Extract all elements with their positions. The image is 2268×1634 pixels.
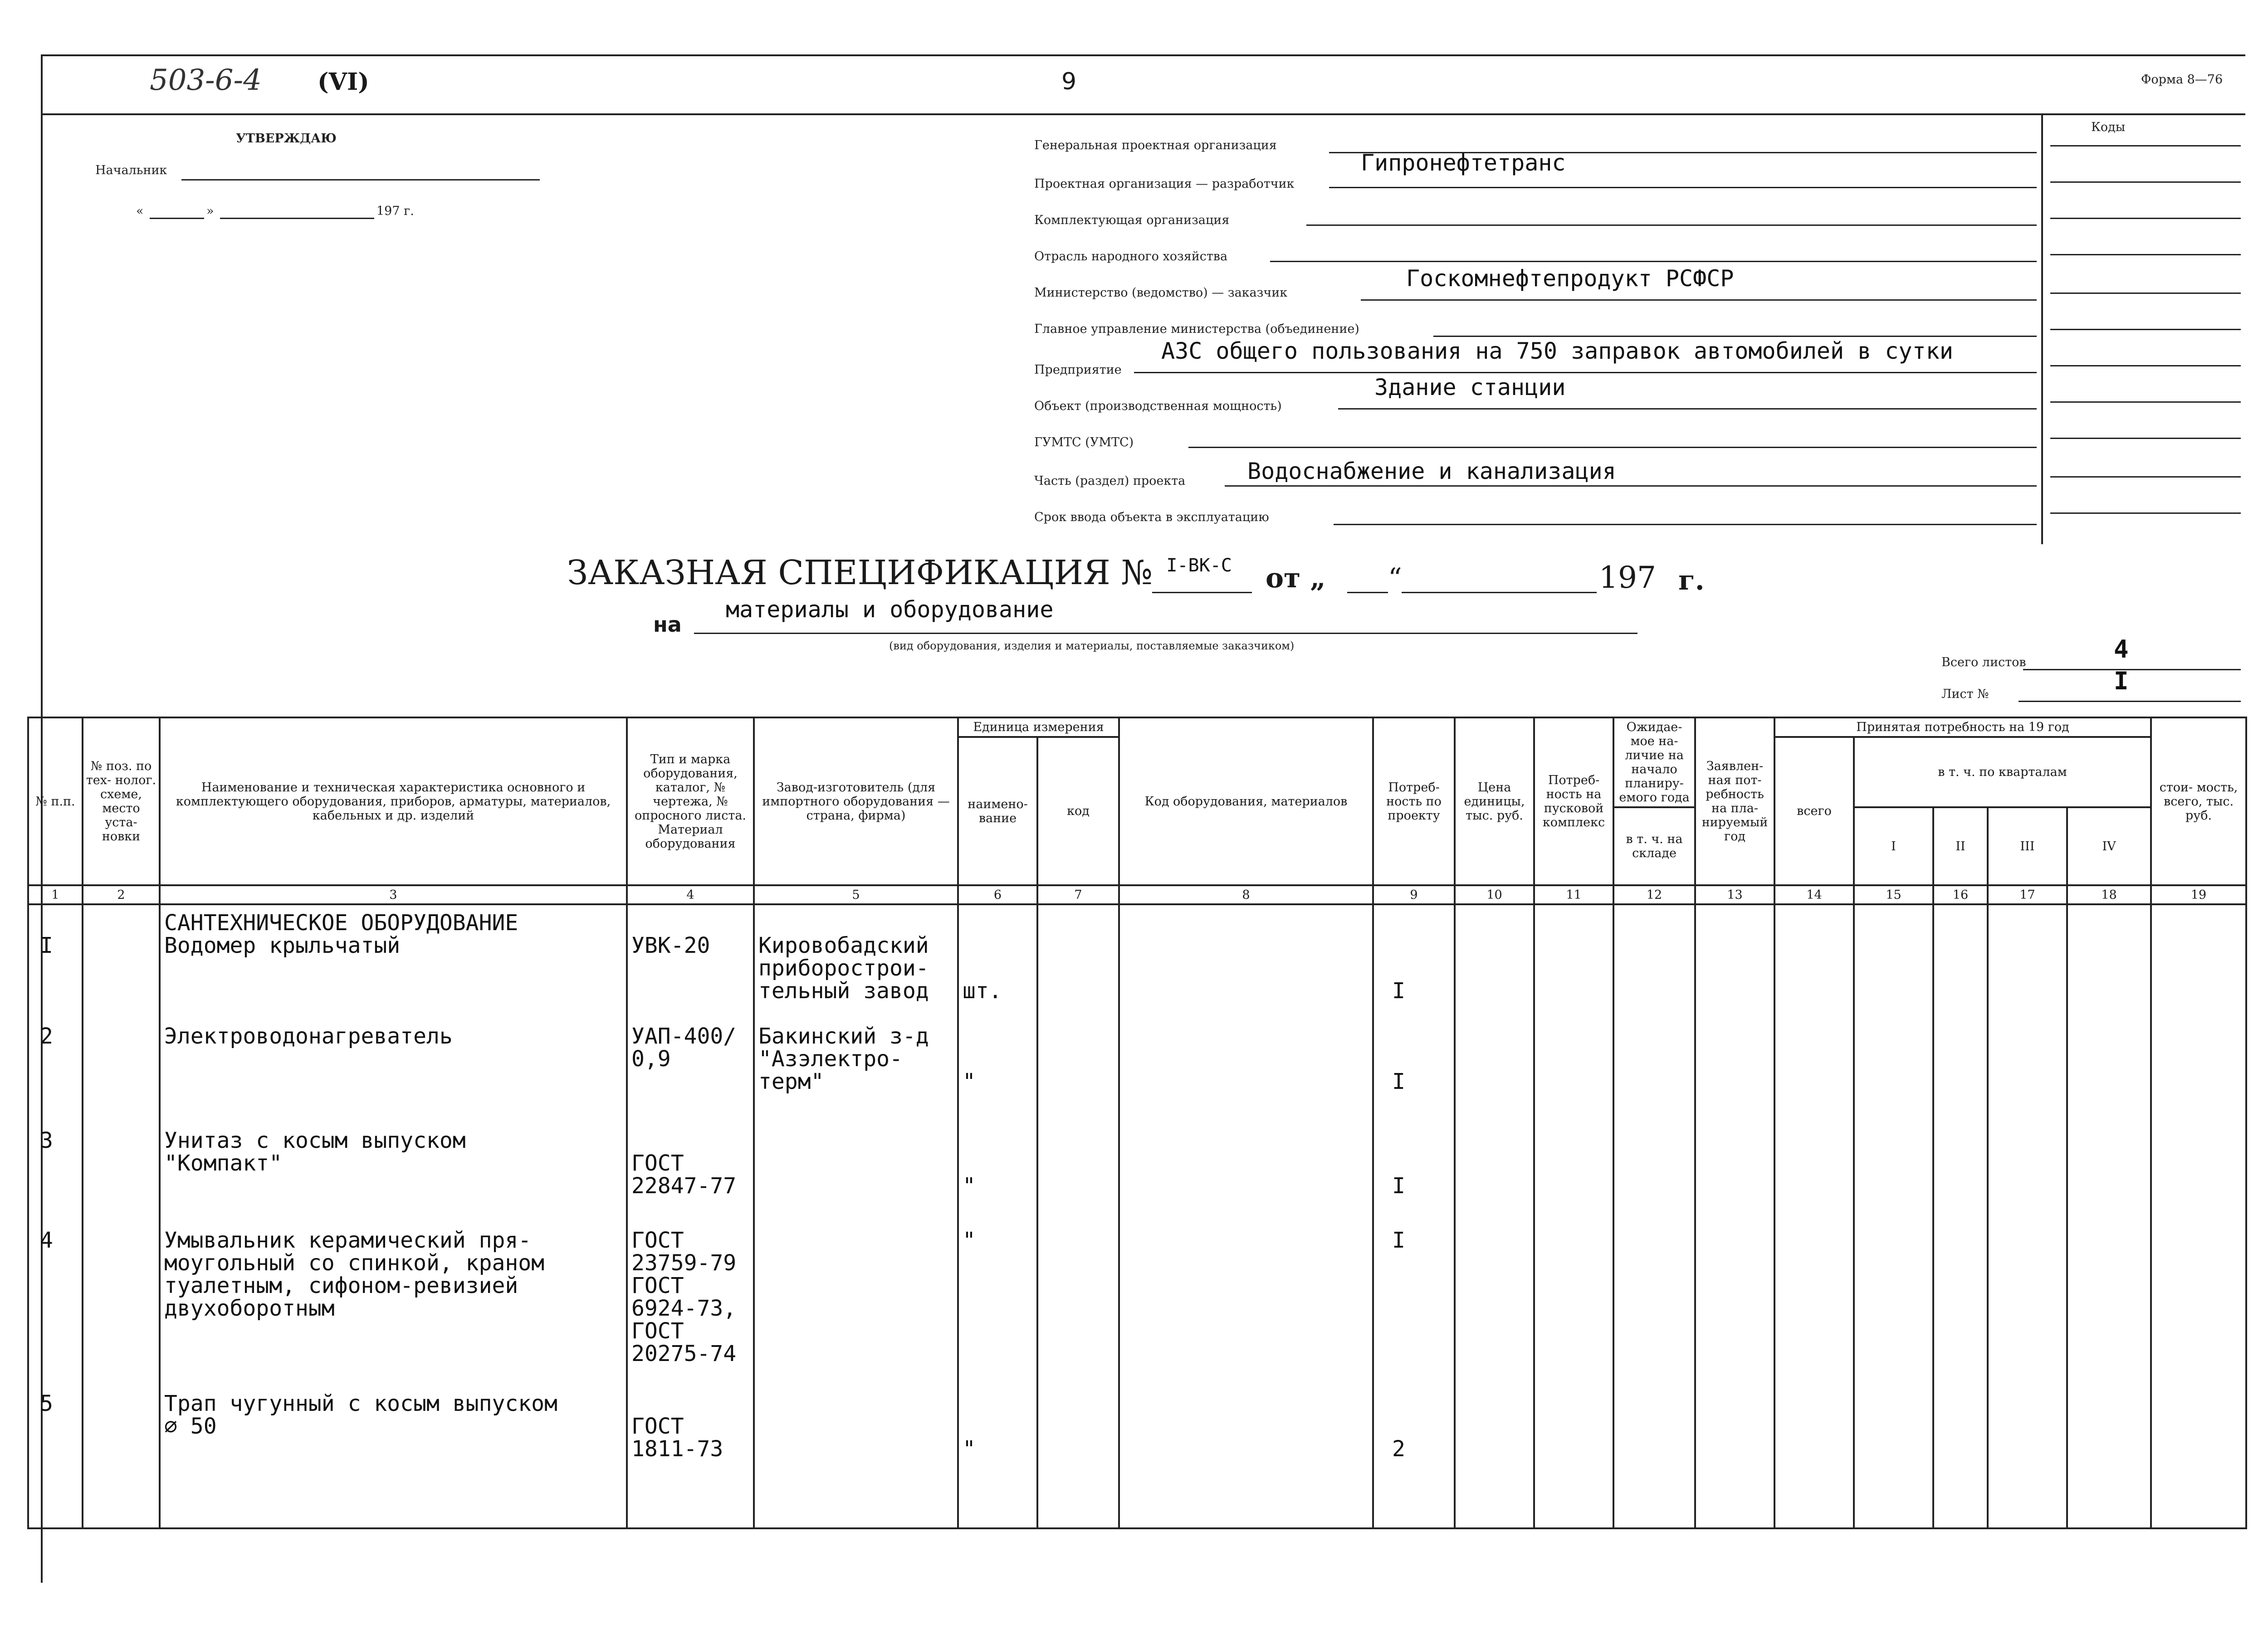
org-value-ministry: Госкомнефтепродукт РСФСР [1406, 265, 1734, 292]
sheet-number-label: Лист № [1941, 687, 1989, 701]
row-quantity: I [1373, 1229, 1455, 1392]
header-unit-group: Единица измерения [958, 717, 1119, 737]
spec-on-label: на [653, 612, 682, 637]
header-manufacturer: Завод-изготовитель (для импортного оборудования — страна, фирма) [754, 717, 958, 885]
approval-date-mid: » [206, 204, 214, 218]
row-quantity: 2 [1373, 1392, 1455, 1528]
col-number: 6 [958, 885, 1037, 904]
page-number: 9 [1061, 68, 1077, 95]
spec-day-line [1347, 592, 1388, 593]
org-label-main-dept: Главное управление министерства (объединение) [1034, 322, 1359, 336]
header-unit-code: код [1037, 737, 1119, 885]
codes-row [2050, 401, 2241, 403]
spec-month-line [1402, 592, 1597, 593]
table-row [28, 934, 2246, 1025]
row-unit: " [958, 1025, 1037, 1129]
row-quantity: I [1373, 1025, 1455, 1129]
spec-year-unit: г. [1678, 565, 1705, 596]
org-line-developer [1329, 187, 2037, 188]
table-row [28, 1129, 2246, 1229]
header-declared-need: Заявлен- ная пот- ребность на пла- нируемый год [1695, 717, 1774, 885]
col-number: 8 [1119, 885, 1373, 904]
org-label-gumts: ГУМТС (УМТС) [1034, 435, 1134, 449]
spec-from-label: от „ [1266, 562, 1326, 594]
header-total: всего [1774, 737, 1854, 885]
form-label: Форма 8—76 [2141, 73, 2223, 87]
sheets-total-value: 4 [2114, 635, 2129, 663]
header-type: Тип и марка оборудования, каталог, № чертежа, № опросного листа. Материал оборудования [627, 717, 754, 885]
sheet-number-line [2019, 701, 2241, 702]
header-in-stock: в т. ч. на складе [1613, 807, 1695, 885]
col-number: 12 [1613, 885, 1695, 904]
col-number: 17 [1988, 885, 2067, 904]
col-number: 11 [1534, 885, 1613, 904]
col-number: 13 [1695, 885, 1774, 904]
col-number: 3 [160, 885, 627, 904]
org-label-object: Объект (производственная мощность) [1034, 399, 1282, 413]
approval-month-line [220, 218, 374, 219]
org-line-object [1338, 408, 2037, 410]
approval-chief-label: Начальник [95, 163, 167, 177]
org-label-general: Генеральная проектная организация [1034, 138, 1277, 152]
col-number: 5 [754, 885, 958, 904]
header-quarter-2: II [1933, 807, 1988, 885]
section-title: САНТЕХНИЧЕСКОЕ ОБОРУДОВАНИЕ [160, 904, 627, 934]
header-startup-need: Потреб- ность на пусковой комплекс [1534, 717, 1613, 885]
row-type: ГОСТ 22847-77 [627, 1129, 754, 1229]
org-label-industry: Отрасль народного хозяйства [1034, 249, 1228, 263]
header-cost: стои- мость, всего, тыс. руб. [2151, 717, 2246, 885]
approval-title: УТВЕРЖДАЮ [236, 132, 337, 146]
row-manufacturer [754, 1129, 958, 1229]
row-type: ГОСТ 23759-79 ГОСТ 6924-73, ГОСТ 20275-74 [627, 1229, 754, 1392]
frame-top [41, 54, 2245, 56]
org-label-developer: Проектная организация — разработчик [1034, 177, 1295, 191]
header-accepted-need-group: Принятая потребность на 19 год [1774, 717, 2151, 737]
col-number: 16 [1933, 885, 1988, 904]
row-name: Унитаз с косым выпуском "Компакт" [160, 1129, 627, 1229]
codes-header: Коды [2091, 120, 2126, 134]
org-label-complect: Комплектующая организация [1034, 213, 1230, 227]
org-value-object: Здание станции [1374, 374, 1566, 400]
approval-day-line [150, 218, 204, 219]
col-number: 4 [627, 885, 754, 904]
sheet-number-value: I [2114, 667, 2129, 695]
org-label-project-part: Часть (раздел) проекта [1034, 474, 1186, 488]
header-position: № поз. по тех- нолог. схеме, место уста- новки [83, 717, 160, 885]
col-number: 19 [2151, 885, 2246, 904]
codes-row [2050, 181, 2241, 183]
table-row [28, 1025, 2246, 1129]
row-name: Электроводонагреватель [160, 1025, 627, 1129]
org-line-complect [1306, 224, 2037, 226]
approval-date-prefix: « [136, 204, 144, 218]
col-number: 1 [28, 885, 83, 904]
codes-divider [2041, 113, 2043, 544]
col-number: 2 [83, 885, 160, 904]
org-value-project-part: Водоснабжение и канализация [1247, 458, 1616, 484]
header-row-number: № п.п. [28, 717, 83, 885]
header-quarter-1: I [1854, 807, 1933, 885]
header-divider [41, 113, 2245, 115]
row-unit: " [958, 1129, 1037, 1229]
codes-row [2050, 293, 2241, 294]
codes-row [2050, 476, 2241, 478]
row-number: 5 [28, 1392, 83, 1528]
org-label-commission-date: Срок ввода объекта в эксплуатацию [1034, 510, 1269, 524]
row-number: 3 [28, 1129, 83, 1229]
spec-number-line [1152, 592, 1252, 593]
org-label-ministry: Министерство (ведомство) — заказчик [1034, 286, 1288, 300]
org-value-enterprise: АЗС общего пользования на 750 заправок автомобилей в сутки [1161, 338, 1953, 364]
col-number: 9 [1373, 885, 1455, 904]
org-value-developer: Гипронефтетранс [1361, 150, 1566, 176]
spec-title [567, 553, 1232, 592]
spec-title-prefix: ЗАКАЗНАЯ СПЕЦИФИКАЦИЯ № [567, 553, 1153, 592]
approval-chief-line [181, 179, 540, 180]
row-unit: " [958, 1392, 1037, 1528]
row-name: Водомер крыльчатый [160, 934, 627, 1025]
header-name: Наименование и техническая характеристика основного и комплектующего оборудования, приборов, арматуры, материалов, кабельных и др. изделий [160, 717, 627, 885]
codes-row [2050, 365, 2241, 366]
header-unit-price: Цена единицы, тыс. руб. [1455, 717, 1534, 885]
row-name: Трап чугунный с косым выпуском ⌀ 50 [160, 1392, 627, 1528]
row-quantity: I [1373, 934, 1455, 1025]
header-expected-stock: Ожидае- мое на- личие на начало планиру- емого года [1613, 717, 1695, 807]
volume-label: (VI) [318, 68, 369, 96]
codes-row [2050, 218, 2241, 219]
document-code: 503-6-4 [150, 63, 262, 97]
spec-subject-line [694, 633, 1637, 634]
codes-row [2050, 145, 2241, 146]
org-line-enterprise [1134, 372, 2037, 373]
row-quantity: I [1373, 1129, 1455, 1229]
spec-subject: материалы и оборудование [726, 596, 1054, 623]
row-type: УАП-400/ 0,9 [627, 1025, 754, 1129]
row-type: УВК-20 [627, 934, 754, 1025]
header-equipment-code: Код оборудования, материалов [1119, 717, 1373, 885]
col-number: 15 [1854, 885, 1933, 904]
col-number: 10 [1455, 885, 1534, 904]
org-line-main-dept [1433, 336, 2037, 337]
col-number: 18 [2067, 885, 2151, 904]
header-quarters-group: в т. ч. по кварталам [1854, 737, 2151, 807]
row-manufacturer [754, 1229, 958, 1392]
spec-number: I-BK-C [1166, 555, 1232, 576]
codes-row [2050, 329, 2241, 330]
row-manufacturer: Кировобадский приборострои- тельный завод [754, 934, 958, 1025]
spec-subject-caption: (вид оборудования, изделия и материалы, поставляемые заказчиком) [889, 639, 1295, 652]
sheets-total-line [2023, 669, 2241, 670]
org-label-enterprise: Предприятие [1034, 363, 1122, 377]
codes-row [2050, 512, 2241, 514]
spec-year: 197 [1599, 560, 1656, 595]
header-unit-name: наимено- вание [958, 737, 1037, 885]
sheets-total-label: Всего листов [1941, 655, 2026, 669]
row-number: 4 [28, 1229, 83, 1392]
org-line-ministry [1361, 299, 2037, 301]
row-manufacturer [754, 1392, 958, 1528]
row-type: ГОСТ 1811-73 [627, 1392, 754, 1528]
header-project-need: Потреб- ность по проекту [1373, 717, 1455, 885]
col-number: 14 [1774, 885, 1854, 904]
codes-row [2050, 438, 2241, 439]
row-unit: " [958, 1229, 1037, 1392]
table-row [28, 1229, 2246, 1392]
approval-year: 197 г. [376, 204, 414, 218]
org-line-commission-date [1334, 524, 2037, 525]
org-line-project-part [1225, 485, 2037, 487]
section-row [28, 904, 2246, 934]
codes-row [2050, 254, 2241, 255]
col-number: 7 [1037, 885, 1119, 904]
header-quarter-3: III [1988, 807, 2067, 885]
row-number: I [28, 934, 83, 1025]
row-number: 2 [28, 1025, 83, 1129]
row-unit: шт. [958, 934, 1037, 1025]
spec-quote-close: “ [1388, 562, 1402, 594]
table-row [28, 1392, 2246, 1528]
row-manufacturer: Бакинский з-д "Азэлектро- терм" [754, 1025, 958, 1129]
header-quarter-4: IV [2067, 807, 2151, 885]
row-name: Умывальник керамический пря- моугольный со спинкой, краном туалетным, сифоном-ревизией двухоборотным [160, 1229, 627, 1392]
org-line-gumts [1188, 447, 2037, 448]
specification-table [27, 717, 2247, 1529]
org-line-industry [1270, 261, 2037, 262]
